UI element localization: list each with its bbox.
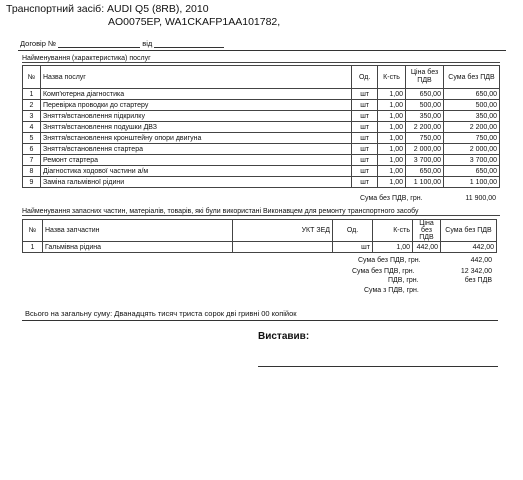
parts-header-sum: Сума без ПДВ — [441, 220, 497, 242]
divider — [18, 50, 506, 51]
service-no: 9 — [23, 177, 41, 188]
service-row — [23, 100, 500, 111]
service-name: Комп'ютерна діагностика — [40, 89, 351, 100]
part-price: 442,00 — [413, 242, 441, 253]
service-sum: 2 000,00 — [443, 144, 499, 155]
total-no-vat-value: 12 342,00 — [460, 268, 492, 275]
signature-line — [258, 366, 498, 367]
part-unit: шт — [333, 242, 373, 253]
parts-sum-label: Сума без ПДВ, грн. — [358, 257, 421, 264]
service-price: 650,00 — [406, 89, 444, 100]
service-row — [23, 144, 500, 155]
parts-section-title: Найменування запасних частин, матеріалів, товарів, які були використані Виконавцем для ремонту транспортного засобу — [22, 208, 500, 216]
contract-label: Договір № — [20, 39, 57, 48]
service-row — [23, 89, 500, 100]
service-sum: 650,00 — [443, 166, 499, 177]
service-price: 650,00 — [406, 166, 444, 177]
service-sum: 650,00 — [443, 89, 499, 100]
service-no: 3 — [23, 111, 41, 122]
total-no-vat-label: Сума без ПДВ, грн. — [352, 268, 415, 275]
service-no: 6 — [23, 144, 41, 155]
service-name: Зняття/встановлення стартера — [40, 144, 351, 155]
service-unit: шт — [352, 111, 378, 122]
parts-header-no: № — [23, 220, 43, 242]
service-price: 750,00 — [406, 133, 444, 144]
service-unit: шт — [352, 144, 378, 155]
service-unit: шт — [352, 122, 378, 133]
parts-header-name: Назва запчастин — [43, 220, 233, 242]
part-qty: 1,00 — [373, 242, 413, 253]
parts-table — [22, 219, 497, 253]
service-row — [23, 177, 500, 188]
services-table — [22, 65, 500, 188]
service-row — [23, 155, 500, 166]
service-qty: 1,00 — [378, 166, 406, 177]
service-unit: шт — [352, 133, 378, 144]
vehicle-line-1: Транспортний засіб: AUDI Q5 (8RB), 2010 — [6, 3, 209, 15]
service-no: 7 — [23, 155, 41, 166]
total-with-vat-label: Сума з ПДВ, грн. — [364, 287, 419, 294]
service-unit: шт — [352, 100, 378, 111]
service-sum: 1 100,00 — [443, 177, 499, 188]
header-unit: Од. — [352, 66, 378, 89]
service-price: 500,00 — [406, 100, 444, 111]
service-qty: 1,00 — [378, 133, 406, 144]
services-header-row — [23, 66, 500, 89]
header-qty: К-сть — [378, 66, 406, 89]
parts-header-qty: К-сть — [373, 220, 413, 242]
service-name: Зняття/встановлення підкрилку — [40, 111, 351, 122]
part-name: Гальмівна рідина — [43, 242, 233, 253]
service-qty: 1,00 — [378, 111, 406, 122]
service-qty: 1,00 — [378, 177, 406, 188]
part-ukt — [233, 242, 333, 253]
service-qty: 1,00 — [378, 122, 406, 133]
header-sum: Сума без ПДВ — [443, 66, 499, 89]
part-no: 1 — [23, 242, 43, 253]
issued-by-label: Виставив: — [258, 331, 310, 342]
service-row — [23, 111, 500, 122]
services-body — [23, 89, 500, 188]
total-in-words: Всього на загальну суму: Дванадцять тисяч триста сорок дві гривні 00 копійок — [25, 309, 297, 318]
service-row — [23, 122, 500, 133]
service-price: 3 700,00 — [406, 155, 444, 166]
service-sum: 2 200,00 — [443, 122, 499, 133]
service-no: 1 — [23, 89, 41, 100]
parts-header-unit: Од. — [333, 220, 373, 242]
service-name: Заміна гальмівної рідини — [40, 177, 351, 188]
parts-header-row — [23, 220, 497, 242]
service-no: 8 — [23, 166, 41, 177]
contract-from-label: від — [142, 39, 153, 48]
parts-header-ukt: УКТ ЗЕД — [233, 220, 333, 242]
service-no: 5 — [23, 133, 41, 144]
service-sum: 750,00 — [443, 133, 499, 144]
contract-number-blank — [58, 39, 140, 48]
service-unit: шт — [352, 166, 378, 177]
service-sum: 350,00 — [443, 111, 499, 122]
service-price: 1 100,00 — [406, 177, 444, 188]
header-name: Назва послуг — [40, 66, 351, 89]
service-unit: шт — [352, 89, 378, 100]
service-price: 2 000,00 — [406, 144, 444, 155]
service-qty: 1,00 — [378, 155, 406, 166]
parts-body — [23, 242, 497, 253]
services-sum-label: Сума без ПДВ, грн. — [360, 195, 423, 202]
services-sum-value: 11 900,00 — [465, 195, 496, 202]
service-price: 350,00 — [406, 111, 444, 122]
service-no: 2 — [23, 100, 41, 111]
service-name: Зняття/встановлення подушки ДВЗ — [40, 122, 351, 133]
service-row — [23, 133, 500, 144]
part-row — [23, 242, 497, 253]
header-no: № — [23, 66, 41, 89]
service-sum: 500,00 — [443, 100, 499, 111]
vehicle-line-2: AO0075EP, WA1CKAFP1AA101782, — [108, 16, 281, 28]
service-name: Діагностика ходової частини а/м — [40, 166, 351, 177]
service-qty: 1,00 — [378, 100, 406, 111]
services-section-title: Найменування (характеристика) послуг — [22, 55, 500, 63]
service-name: Перевірка проводки до стартеру — [40, 100, 351, 111]
service-row — [23, 166, 500, 177]
header-price: Ціна без ПДВ — [406, 66, 444, 89]
parts-sum-value: 442,00 — [470, 257, 492, 264]
service-qty: 1,00 — [378, 144, 406, 155]
vehicle-info — [6, 3, 280, 29]
vat-value: без ПДВ — [464, 277, 492, 284]
service-name: Зняття/встановлення кронштейну опори двигуна — [40, 133, 351, 144]
service-qty: 1,00 — [378, 89, 406, 100]
contract-line — [20, 39, 500, 48]
divider — [22, 320, 498, 321]
service-unit: шт — [352, 177, 378, 188]
part-sum: 442,00 — [441, 242, 497, 253]
parts-header-price: Ціна без ПДВ — [413, 220, 441, 242]
service-name: Ремонт стартера — [40, 155, 351, 166]
service-price: 2 200,00 — [406, 122, 444, 133]
service-sum: 3 700,00 — [443, 155, 499, 166]
service-no: 4 — [23, 122, 41, 133]
service-unit: шт — [352, 155, 378, 166]
contract-date-blank — [154, 39, 224, 48]
vat-label: ПДВ, грн. — [388, 277, 419, 284]
